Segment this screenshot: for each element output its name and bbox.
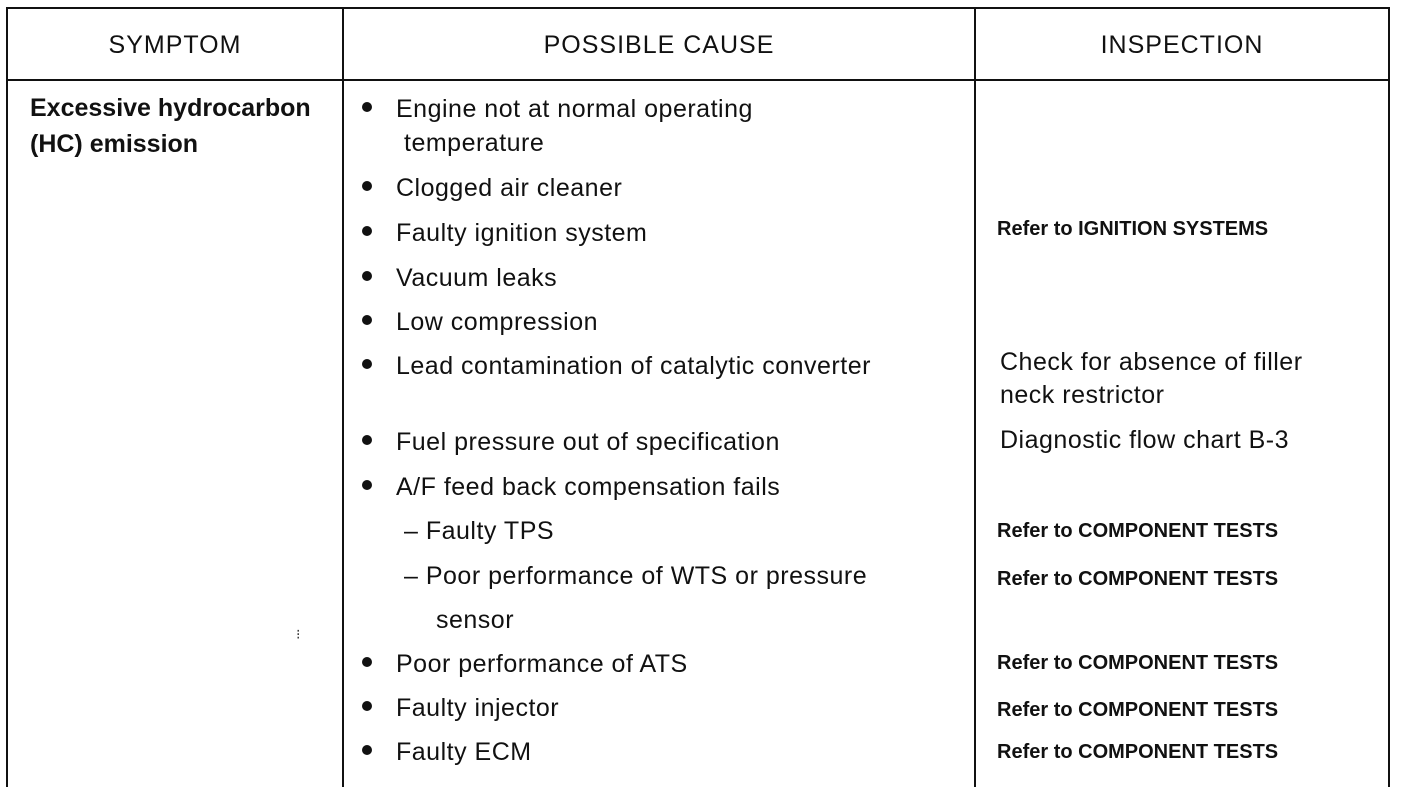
header-possible-cause: POSSIBLE CAUSE: [543, 30, 775, 59]
symptom-line-2: (HC) emission: [30, 130, 199, 158]
inspection-component-tests: Refer to COMPONENT TESTS: [997, 568, 1279, 590]
subcause-item: – Poor performance of WTS or pressure: [404, 562, 868, 590]
cause-text: Engine not at normal operating: [396, 95, 753, 123]
cause-item: [362, 95, 753, 124]
cause-text: A/F feed back compensation fails: [396, 473, 781, 501]
bullet-icon: [362, 315, 372, 325]
bullet-icon: [362, 102, 372, 112]
bullet-icon: [362, 480, 372, 490]
cause-item: [362, 174, 622, 203]
column-divider-2: [974, 9, 976, 787]
inspection-component-tests: Refer to COMPONENT TESTS: [997, 699, 1279, 721]
bullet-icon: [362, 657, 372, 667]
bullet-icon: [362, 271, 372, 281]
inspection-component-tests: Refer to COMPONENT TESTS: [997, 520, 1279, 542]
bullet-icon: [362, 359, 372, 369]
cause-text: Faulty ignition system: [396, 219, 648, 247]
cause-continuation: temperature: [404, 129, 545, 157]
symptom-cell: [30, 90, 340, 162]
column-divider-1: [342, 9, 344, 787]
cause-text: Lead contamination of catalytic converter: [396, 352, 871, 380]
cause-item: [362, 473, 780, 502]
inspection-component-tests: Refer to COMPONENT TESTS: [997, 741, 1279, 763]
cause-text: Faulty ECM: [396, 738, 532, 766]
subcause-continuation: sensor: [436, 606, 515, 634]
cause-text: Low compression: [396, 308, 599, 336]
cause-text: Poor performance of ATS: [396, 650, 688, 678]
cause-item: [362, 738, 532, 767]
inspection-component-tests: Refer to COMPONENT TESTS: [997, 652, 1279, 674]
header-symptom: SYMPTOM: [108, 30, 242, 59]
cause-item: [362, 308, 598, 337]
inspection-filler-neck-line-1: Check for absence of filler: [1000, 348, 1303, 376]
cause-item: [362, 694, 559, 723]
inspection-ignition: Refer to IGNITION SYSTEMS: [997, 218, 1269, 240]
bullet-icon: [362, 435, 372, 445]
bullet-icon: [362, 701, 372, 711]
cause-item: [362, 264, 557, 293]
cause-text: Clogged air cleaner: [396, 174, 623, 202]
cause-item: [362, 219, 647, 248]
subcause-item: – Faulty TPS: [404, 517, 555, 545]
bullet-icon: [362, 226, 372, 236]
cause-text: Faulty injector: [396, 694, 560, 722]
symptom-line-1: Excessive hydrocarbon: [30, 94, 311, 122]
bullet-icon: [362, 745, 372, 755]
cause-item: [362, 352, 871, 381]
cause-item: [362, 428, 780, 457]
scan-speck: ⁝: [296, 626, 301, 642]
cause-item: [362, 650, 688, 679]
bullet-icon: [362, 181, 372, 191]
cause-text: Fuel pressure out of specification: [396, 428, 780, 456]
inspection-flow-chart: Diagnostic flow chart B-3: [1000, 426, 1290, 454]
inspection-filler-neck-line-2: neck restrictor: [1000, 381, 1165, 409]
cause-text: Vacuum leaks: [396, 264, 558, 292]
header-inspection: INSPECTION: [1100, 30, 1264, 59]
